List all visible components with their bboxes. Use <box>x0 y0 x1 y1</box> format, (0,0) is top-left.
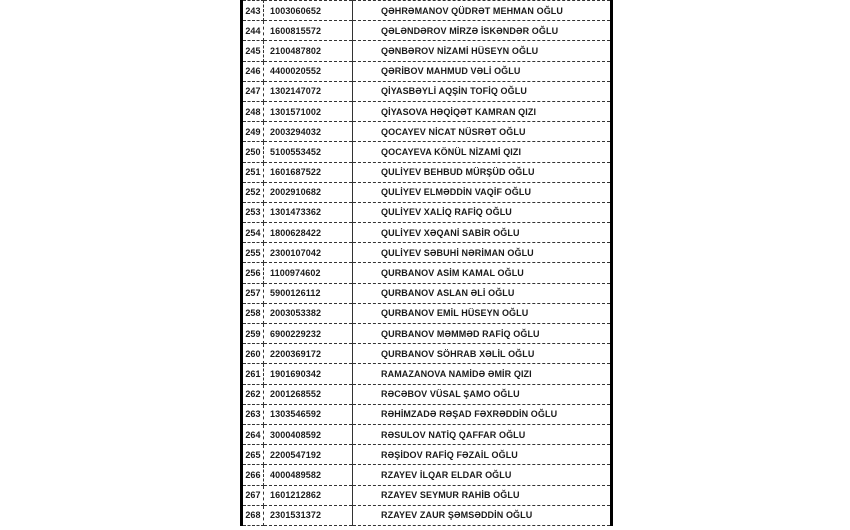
table-row <box>242 303 612 323</box>
id-number-cell: 1601212862 <box>264 485 353 505</box>
table-row <box>242 404 612 424</box>
full-name-cell: QİYASOVA HƏQİQƏT KAMRAN QIZI <box>353 101 612 121</box>
id-number-cell: 2001268552 <box>264 384 353 404</box>
row-number-cell: 254 <box>242 223 264 243</box>
id-number-cell: 6900229232 <box>264 324 353 344</box>
row-number-cell: 266 <box>242 465 264 485</box>
table-row <box>242 324 612 344</box>
table-row <box>242 485 612 505</box>
id-number-cell: 2300107042 <box>264 243 353 263</box>
full-name-cell: QƏLƏNDƏROV MİRZƏ İSKƏNDƏR OĞLU <box>353 21 612 41</box>
id-number-cell: 1302147072 <box>264 81 353 101</box>
id-number-cell: 1100974602 <box>264 263 353 283</box>
row-number-cell: 247 <box>242 81 264 101</box>
id-number-cell: 2200547192 <box>264 445 353 465</box>
table-row <box>242 344 612 364</box>
row-number-cell: 248 <box>242 101 264 121</box>
row-number-cell: 251 <box>242 162 264 182</box>
table-row <box>242 142 612 162</box>
full-name-cell: QOCAYEV NİCAT NÜSRƏT OĞLU <box>353 122 612 142</box>
table-row <box>242 223 612 243</box>
full-name-cell: QURBANOV ASLAN ƏLİ OĞLU <box>353 283 612 303</box>
full-name-cell: QİYASBƏYLİ AQŞİN TOFİQ OĞLU <box>353 81 612 101</box>
full-name-cell: QƏNBƏROV NİZAMİ HÜSEYN OĞLU <box>353 41 612 61</box>
row-number-cell: 246 <box>242 61 264 81</box>
table-row <box>242 465 612 485</box>
table-row <box>242 424 612 444</box>
table-row <box>242 122 612 142</box>
full-name-cell: RZAYEV SEYMUR RAHİB OĞLU <box>353 485 612 505</box>
table-row <box>242 505 612 525</box>
table-row <box>242 364 612 384</box>
id-number-cell: 2002910682 <box>264 182 353 202</box>
table-row <box>242 41 612 61</box>
full-name-cell: RƏCƏBOV VÜSAL ŞAMO OĞLU <box>353 384 612 404</box>
full-name-cell: QURBANOV MƏMMƏD RAFİQ OĞLU <box>353 324 612 344</box>
id-number-cell: 1303546592 <box>264 404 353 424</box>
id-number-cell: 4400020552 <box>264 61 353 81</box>
row-number-cell: 255 <box>242 243 264 263</box>
row-number-cell: 265 <box>242 445 264 465</box>
id-number-cell: 5100553452 <box>264 142 353 162</box>
row-number-cell: 244 <box>242 21 264 41</box>
row-number-cell: 256 <box>242 263 264 283</box>
full-name-cell: RƏŞİDOV RAFİQ FƏZAİL OĞLU <box>353 445 612 465</box>
table-row <box>242 384 612 404</box>
full-name-cell: QURBANOV EMİL HÜSEYN OĞLU <box>353 303 612 323</box>
full-name-cell: RƏSULOV NATİQ QAFFAR OĞLU <box>353 424 612 444</box>
full-name-cell: QULİYEV SƏBUHİ NƏRİMAN OĞLU <box>353 243 612 263</box>
row-number-cell: 249 <box>242 122 264 142</box>
full-name-cell: QOCAYEVA KÖNÜL NİZAMİ QIZI <box>353 142 612 162</box>
roster-table-body <box>242 1 612 526</box>
row-number-cell: 245 <box>242 41 264 61</box>
id-number-cell: 1301571002 <box>264 101 353 121</box>
id-number-cell: 2301531372 <box>264 505 353 525</box>
full-name-cell: RƏHİMZADƏ RƏŞAD FƏXRƏDDİN OĞLU <box>353 404 612 424</box>
table-row <box>242 263 612 283</box>
id-number-cell: 4000489582 <box>264 465 353 485</box>
row-number-cell: 260 <box>242 344 264 364</box>
full-name-cell: QURBANOV SÖHRAB XƏLİL OĞLU <box>353 344 612 364</box>
table-row <box>242 182 612 202</box>
full-name-cell: QULİYEV BEHBUD MÜRŞÜD OĞLU <box>353 162 612 182</box>
id-number-cell: 1600815572 <box>264 21 353 41</box>
table-row <box>242 1 612 21</box>
id-number-cell: 5900126112 <box>264 283 353 303</box>
id-number-cell: 2003053382 <box>264 303 353 323</box>
id-number-cell: 1800628422 <box>264 223 353 243</box>
table-row <box>242 61 612 81</box>
row-number-cell: 267 <box>242 485 264 505</box>
row-number-cell: 259 <box>242 324 264 344</box>
row-number-cell: 262 <box>242 384 264 404</box>
full-name-cell: QULİYEV XALİQ RAFİQ OĞLU <box>353 202 612 222</box>
id-number-cell: 1301473362 <box>264 202 353 222</box>
row-number-cell: 268 <box>242 505 264 525</box>
row-number-cell: 243 <box>242 1 264 21</box>
row-number-cell: 258 <box>242 303 264 323</box>
row-number-cell: 264 <box>242 424 264 444</box>
full-name-cell: QULİYEV ELMƏDDİN VAQİF OĞLU <box>353 182 612 202</box>
row-number-cell: 257 <box>242 283 264 303</box>
row-number-cell: 250 <box>242 142 264 162</box>
table-row <box>242 162 612 182</box>
row-number-cell: 263 <box>242 404 264 424</box>
table-row <box>242 202 612 222</box>
row-number-cell: 261 <box>242 364 264 384</box>
id-number-cell: 3000408592 <box>264 424 353 444</box>
id-number-cell: 1601687522 <box>264 162 353 182</box>
id-number-cell: 2100487802 <box>264 41 353 61</box>
table-row <box>242 445 612 465</box>
table-row <box>242 283 612 303</box>
table-row <box>242 101 612 121</box>
full-name-cell: RAMAZANOVA NAMİDƏ ƏMİR QIZI <box>353 364 612 384</box>
row-number-cell: 252 <box>242 182 264 202</box>
table-row <box>242 21 612 41</box>
row-number-cell: 253 <box>242 202 264 222</box>
full-name-cell: RZAYEV İLQAR ELDAR OĞLU <box>353 465 612 485</box>
table-row <box>242 243 612 263</box>
full-name-cell: QƏRİBOV MAHMUD VƏLİ OĞLU <box>353 61 612 81</box>
id-number-cell: 2003294032 <box>264 122 353 142</box>
id-number-cell: 1003060652 <box>264 1 353 21</box>
id-number-cell: 2200369172 <box>264 344 353 364</box>
roster-table <box>240 0 613 526</box>
full-name-cell: RZAYEV ZAUR ŞƏMSƏDDİN OĞLU <box>353 505 612 525</box>
full-name-cell: QULİYEV XƏQANİ SABİR OĞLU <box>353 223 612 243</box>
full-name-cell: QURBANOV ASİM KAMAL OĞLU <box>353 263 612 283</box>
full-name-cell: QƏHRƏMANOV QÜDRƏT MEHMAN OĞLU <box>353 1 612 21</box>
table-row <box>242 81 612 101</box>
id-number-cell: 1901690342 <box>264 364 353 384</box>
